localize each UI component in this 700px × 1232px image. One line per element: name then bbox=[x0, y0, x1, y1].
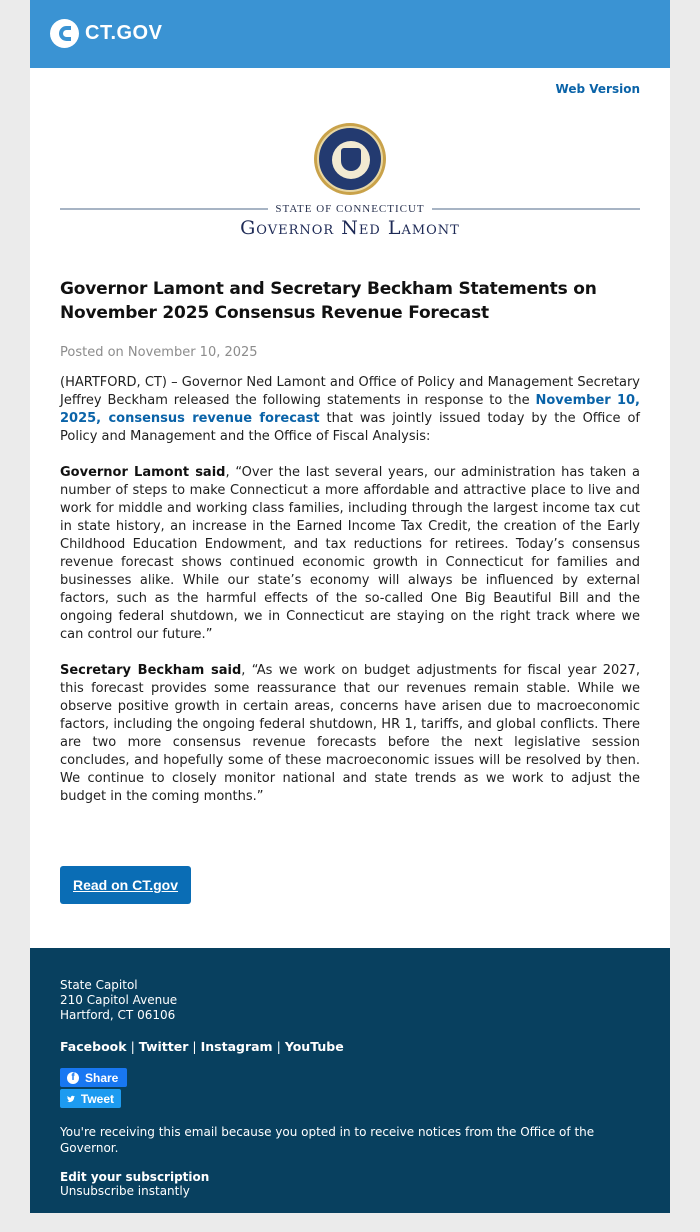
state-banner bbox=[60, 203, 640, 215]
forecast-link[interactable]: November 10, 2025, consensus revenue forecast bbox=[60, 393, 640, 426]
governor-speaker: Governor Lamont said bbox=[60, 465, 226, 480]
state-label: STATE OF CONNECTICUT bbox=[275, 203, 425, 215]
secretary-speaker: Secretary Beckham said bbox=[60, 663, 242, 678]
email-container bbox=[30, 0, 670, 1213]
banner-rule-right bbox=[432, 208, 640, 210]
seal-icon bbox=[314, 123, 386, 195]
subscription-notice: You're receiving this email because you opted in to receive notices from the Office of the Governor. bbox=[60, 1125, 595, 1155]
facebook-share-button[interactable]: f Share bbox=[60, 1068, 127, 1087]
posted-date: Posted on November 10, 2025 bbox=[60, 345, 258, 360]
footer-address: State Capitol 210 Capitol Avenue Hartford, CT 06106 bbox=[60, 978, 178, 1022]
governor-name: Governor Ned Lamont bbox=[240, 217, 460, 239]
twitter-bird-icon bbox=[67, 1094, 75, 1104]
social-links: Facebook | Twitter | Instagram | YouTube bbox=[60, 1039, 344, 1054]
tweet-button[interactable]: Tweet bbox=[60, 1089, 121, 1108]
ctgov-logo[interactable] bbox=[50, 19, 162, 48]
read-on-ctgov-button[interactable]: Read on CT.gov bbox=[60, 866, 191, 904]
article-title: Governor Lamont and Secretary Beckham Statements on November 2025 Consensus Revenue Forecast bbox=[60, 279, 597, 323]
share-buttons bbox=[60, 1068, 640, 1108]
youtube-link[interactable]: YouTube bbox=[284, 1039, 344, 1054]
twitter-link[interactable]: Twitter bbox=[138, 1039, 189, 1054]
governor-statement: Governor Lamont said, “Over the last several years, our administration has taken a number of steps to make Connecticut a more affordable and attractive place to live and work for middle and working class families, including through the largest income tax cut in state history, an increase in the Earned Income Tax Credit, the creation of the Early Childhood Education Endowment, and tax reductions for retirees. Today’s consensus revenue forecast shows continued economic growth in Connecticut for families and businesses alike. While our state’s economy will always be influenced by external factors, such as the harmful effects of the so-called One Big Beautiful Bill and the ongoing federal shutdown, we in Connecticut are staying on the right track where we can control our future.” bbox=[60, 465, 640, 642]
facebook-link[interactable]: Facebook bbox=[60, 1039, 127, 1054]
ctgov-logo-text: CT.GOV bbox=[85, 22, 163, 44]
ctgov-logo-icon bbox=[50, 19, 79, 48]
governor-seal bbox=[60, 118, 640, 198]
facebook-icon: f bbox=[67, 1072, 79, 1084]
instagram-link[interactable]: Instagram bbox=[200, 1039, 273, 1054]
email-footer bbox=[30, 948, 670, 1213]
email-body bbox=[30, 68, 670, 948]
edit-subscription-link[interactable]: Edit your subscription bbox=[60, 1170, 210, 1184]
ctgov-header bbox=[30, 0, 670, 68]
banner-rule-left bbox=[60, 208, 268, 210]
intro-paragraph: (HARTFORD, CT) – Governor Ned Lamont and Office of Policy and Management Secretary Jeffrey Beckham released the following statements in response to the November 10, 2025, consensus revenue forecast that was jointly issued today by the Office of Policy and Management and the Office of Fiscal Analysis: bbox=[60, 375, 640, 444]
web-version-link[interactable]: Web Version bbox=[555, 82, 640, 96]
unsubscribe-link[interactable]: Unsubscribe instantly bbox=[60, 1184, 190, 1198]
secretary-statement: Secretary Beckham said, “As we work on budget adjustments for fiscal year 2027, this forecast provides some reassurance that our revenues remain stable. While we observe positive growth in certain areas, concerns have arisen due to macroeconomic factors, including the ongoing federal shutdown, HR 1, tariffs, and global conflicts. There are two more consensus revenue forecasts before the next legislative session concludes, and hopefully some of these macroeconomic issues will be resolved by then. We continue to closely monitor national and state trends as we work to adjust the budget in the coming months.” bbox=[60, 663, 640, 804]
